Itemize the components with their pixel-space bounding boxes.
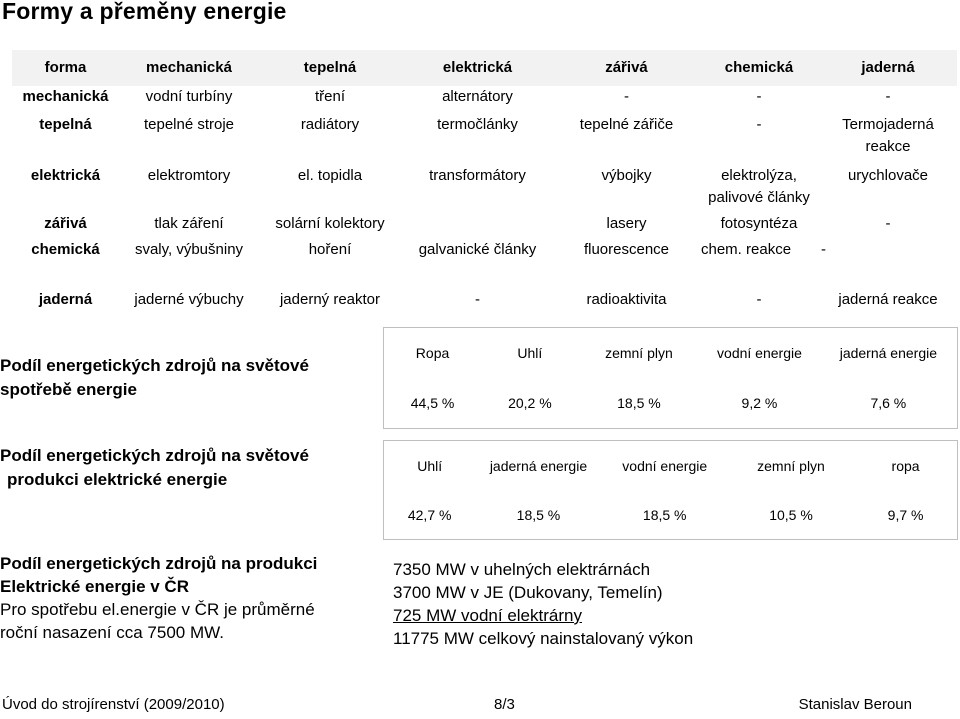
- consumption-label: Uhlí: [517, 345, 543, 361]
- consumption-value: 9,2 %: [741, 395, 778, 411]
- matrix-cell: -: [885, 215, 891, 232]
- matrix-cell: fotosyntéza: [720, 215, 798, 232]
- matrix-row: [12, 239, 957, 289]
- matrix-cell: lasery: [606, 215, 647, 232]
- matrix-cell: fluorescence: [583, 241, 670, 258]
- electricity-label: Uhlí: [417, 457, 443, 474]
- footer-page-number: 8/3: [494, 696, 515, 713]
- electricity-title-line: produkci elektrické energie: [7, 470, 228, 489]
- matrix-row-label: chemická: [31, 241, 100, 258]
- matrix-cell: transformátory: [429, 167, 526, 184]
- czech-text-line: roční nasazení cca 7500 MW.: [0, 623, 224, 642]
- capacity-item: 11775 MW celkový nainstalovaný výkon: [393, 629, 694, 648]
- consumption-label: zemní plyn: [605, 345, 673, 361]
- matrix-cell: jaderná reakce: [838, 291, 938, 308]
- matrix-cell: tepelné zářiče: [579, 116, 674, 133]
- consumption-title-line: Podíl energetických zdrojů na světové: [0, 356, 309, 375]
- matrix-cell: urychlovače: [847, 167, 929, 184]
- electricity-label: jaderná energie: [489, 457, 588, 474]
- electricity-values-row: [384, 490, 958, 540]
- consumption-values-row: [384, 378, 958, 429]
- electricity-value: 18,5 %: [516, 506, 561, 523]
- matrix-cell: svaly, výbušniny: [134, 241, 244, 258]
- matrix-cell: elektromtory: [147, 167, 231, 184]
- matrix-row-label: tepelná: [39, 116, 92, 133]
- page-title: Formy a přeměny energie: [2, 0, 287, 24]
- matrix-cell: tlak záření: [154, 215, 224, 232]
- czech-title-line: Podíl energetických zdrojů na produkci: [0, 554, 318, 573]
- footer-course: Úvod do strojírenství (2009/2010): [2, 696, 225, 713]
- matrix-cell: radiátory: [300, 116, 360, 133]
- energy-conversion-matrix: [12, 50, 957, 319]
- electricity-title: [0, 444, 309, 492]
- electricity-label: zemní plyn: [757, 457, 825, 474]
- matrix-row: [12, 213, 957, 239]
- matrix-header-row: [12, 50, 957, 86]
- capacity-item: 725 MW vodní elektrárny: [393, 606, 582, 625]
- electricity-label: ropa: [891, 457, 920, 474]
- matrix-cell: radioaktivita: [586, 291, 667, 308]
- consumption-title: [0, 354, 309, 402]
- matrix-cell: -: [756, 116, 762, 133]
- electricity-value: 9,7 %: [887, 506, 924, 523]
- matrix-header-cell: elektrická: [401, 50, 554, 86]
- matrix-cell: elektrolýza, palivové články: [708, 167, 810, 206]
- matrix-cell: Termojaderná reakce: [842, 116, 934, 155]
- consumption-table: [383, 327, 958, 429]
- matrix-cell: galvanické články: [418, 241, 537, 258]
- electricity-value: 18,5 %: [642, 506, 687, 523]
- czech-info: [0, 552, 317, 644]
- electricity-labels-row: [384, 441, 958, 491]
- matrix-cell: -: [885, 88, 891, 105]
- matrix-row: [12, 114, 957, 165]
- matrix-row: [12, 86, 957, 114]
- footer-author: Stanislav Beroun: [798, 696, 912, 713]
- electricity-value: 10,5 %: [769, 506, 813, 523]
- matrix-row-label: mechanická: [22, 88, 109, 105]
- matrix-cell: el. topidla: [297, 167, 363, 184]
- capacity-item: 7350 MW v uhelných elektrárnách: [393, 560, 651, 579]
- consumption-label: vodní energie: [717, 345, 802, 361]
- matrix-cell: solární kolektory: [275, 215, 385, 232]
- czech-text-line: Pro spotřebu el.energie v ČR je průměrné: [0, 600, 315, 619]
- matrix-row-label: elektrická: [30, 167, 101, 184]
- matrix-header-cell: forma: [12, 50, 119, 86]
- consumption-value: 44,5 %: [410, 395, 455, 411]
- consumption-label: jaderná energie: [839, 345, 937, 361]
- matrix-header-cell: zářivá: [554, 50, 699, 86]
- matrix-cell: jaderný reaktor: [279, 291, 381, 308]
- czech-title-line: Elektrické energie v ČR: [0, 577, 189, 596]
- consumption-labels-row: [384, 328, 958, 379]
- electricity-table: [383, 440, 958, 540]
- matrix-cell: [401, 213, 554, 239]
- matrix-cell: termočlánky: [437, 116, 518, 133]
- electricity-label: vodní energie: [622, 457, 708, 474]
- matrix-cell: výbojky: [601, 167, 652, 184]
- matrix-cell: -: [756, 291, 762, 308]
- consumption-value: 18,5 %: [617, 395, 661, 411]
- matrix-cell: hoření: [308, 241, 352, 258]
- matrix-cell: -: [756, 88, 762, 105]
- capacity-item: 3700 MW v JE (Dukovany, Temelín): [393, 583, 663, 602]
- matrix-header-cell: jaderná: [819, 50, 957, 86]
- matrix-cell: -: [821, 241, 826, 258]
- matrix-row-label: jaderná: [38, 291, 93, 308]
- capacity-list: [393, 558, 693, 650]
- matrix-cell: chem. reakce: [701, 241, 792, 258]
- matrix-row: [12, 289, 957, 319]
- matrix-cell: tření: [314, 88, 345, 105]
- matrix-cell: jaderné výbuchy: [134, 291, 244, 308]
- matrix-cell: tepelné stroje: [143, 116, 235, 133]
- matrix-row-label: zářivá: [44, 215, 87, 232]
- matrix-header-cell: chemická: [699, 50, 819, 86]
- electricity-value: 42,7 %: [407, 506, 452, 523]
- matrix-cell: vodní turbíny: [145, 88, 233, 105]
- matrix-cell: -: [475, 291, 480, 308]
- matrix-header-cell: tepelná: [259, 50, 401, 86]
- matrix-cell: -: [624, 88, 629, 105]
- matrix-cell: alternátory: [442, 88, 513, 105]
- matrix-header-cell: mechanická: [119, 50, 259, 86]
- matrix-row: [12, 165, 957, 213]
- consumption-value: 7,6 %: [870, 395, 907, 411]
- consumption-label: Ropa: [415, 345, 450, 361]
- electricity-title-line: Podíl energetických zdrojů na světové: [0, 446, 309, 465]
- consumption-title-line: spotřebě energie: [0, 380, 137, 399]
- consumption-value: 20,2 %: [508, 395, 552, 411]
